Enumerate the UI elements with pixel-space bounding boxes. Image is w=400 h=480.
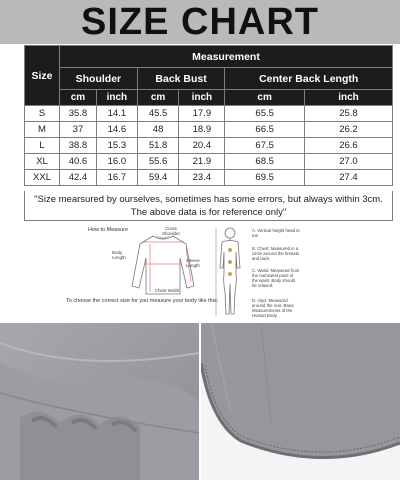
size-cell: S — [25, 106, 60, 122]
table-cell: 45.5 — [137, 106, 179, 122]
table-cell: 51.8 — [137, 138, 179, 154]
fabric-edge-photo — [201, 323, 400, 480]
table-cell: 16.0 — [96, 154, 137, 170]
unit-header: inch — [304, 90, 392, 106]
table-cell: 42.4 — [60, 170, 97, 186]
table-cell: 20.4 — [179, 138, 225, 154]
table-cell: 67.5 — [225, 138, 305, 154]
body-length-label: Body Length — [112, 250, 126, 260]
back-bust-header: Back Bust — [137, 68, 225, 90]
table-cell: 38.8 — [60, 138, 97, 154]
table-cell: 23.4 — [179, 170, 225, 186]
size-cell: M — [25, 122, 60, 138]
size-column-header: Size — [25, 46, 60, 106]
fabric-folds-image — [0, 323, 199, 480]
how-to-measure-section — [0, 222, 400, 322]
unit-header: inch — [179, 90, 225, 106]
shoulder-header: Shoulder — [60, 68, 138, 90]
page-title: SIZE CHART — [81, 0, 319, 43]
table-row — [25, 106, 393, 122]
measurement-header: Measurement — [60, 46, 393, 68]
unit-header: cm — [225, 90, 305, 106]
table-cell: 27.0 — [304, 154, 392, 170]
table-cell: 48 — [137, 122, 179, 138]
table-cell: 27.4 — [304, 170, 392, 186]
center-back-length-header: Center Back Length — [225, 68, 393, 90]
measure-step-a: A. Vertical height head to toe — [252, 228, 300, 238]
disclaimer-line: "Size mearsured by ourselves, sometimes has some errors, but always within 3cm. — [34, 194, 383, 205]
table-cell: 21.9 — [179, 154, 225, 170]
table-cell: 69.5 — [225, 170, 305, 186]
table-cell: 65.5 — [225, 106, 305, 122]
disclaimer-line: The above data is for reference only" — [130, 207, 287, 218]
measure-step-b: B. Chest: Measured in a circle around the breasts and back — [252, 246, 300, 261]
table-cell: 16.7 — [96, 170, 137, 186]
body-figure-icon — [212, 226, 248, 318]
fabric-hem-photo — [0, 323, 199, 480]
unit-header: inch — [96, 90, 137, 106]
table-cell: 25.8 — [304, 106, 392, 122]
choose-size-instruction: To choose the correct size for you measure your body like this: — [66, 298, 219, 304]
unit-header: cm — [137, 90, 179, 106]
title-banner — [0, 0, 400, 44]
table-cell: 59.4 — [137, 170, 179, 186]
table-row — [25, 122, 393, 138]
table-cell: 37 — [60, 122, 97, 138]
table-cell: 18.9 — [179, 122, 225, 138]
table-cell: 66.5 — [225, 122, 305, 138]
table-cell: 55.6 — [137, 154, 179, 170]
unit-header: cm — [60, 90, 97, 106]
measurement-disclaimer — [24, 191, 393, 221]
table-cell: 26.6 — [304, 138, 392, 154]
sleeve-length-label: Sleeve Length — [186, 258, 200, 268]
size-cell: XXL — [25, 170, 60, 186]
chest-width-label: Chest Width — [154, 288, 180, 293]
table-cell: 68.5 — [225, 154, 305, 170]
how-to-measure-label: How to Measure — [88, 227, 129, 233]
table-cell: 14.6 — [96, 122, 137, 138]
measure-step-c: C. Waist: Measured from the narrowest point of the waist. Body should be relaxed. — [252, 268, 300, 288]
measure-step-d: D. Hips: Measured around the rear. Basic Measurements of the Human Body — [252, 298, 295, 318]
fabric-edge-image — [201, 323, 400, 480]
table-cell: 15.3 — [96, 138, 137, 154]
table-cell: 26.2 — [304, 122, 392, 138]
table-row — [25, 154, 393, 170]
size-cell: XL — [25, 154, 60, 170]
table-cell: 35.8 — [60, 106, 97, 122]
cross-shoulder-label: Cross Shoulder — [161, 226, 180, 236]
table-row — [25, 138, 393, 154]
table-cell: 14.1 — [96, 106, 137, 122]
size-table — [24, 45, 393, 186]
table-cell: 17.9 — [179, 106, 225, 122]
size-cell: L — [25, 138, 60, 154]
table-cell: 40.6 — [60, 154, 97, 170]
table-row — [25, 170, 393, 186]
